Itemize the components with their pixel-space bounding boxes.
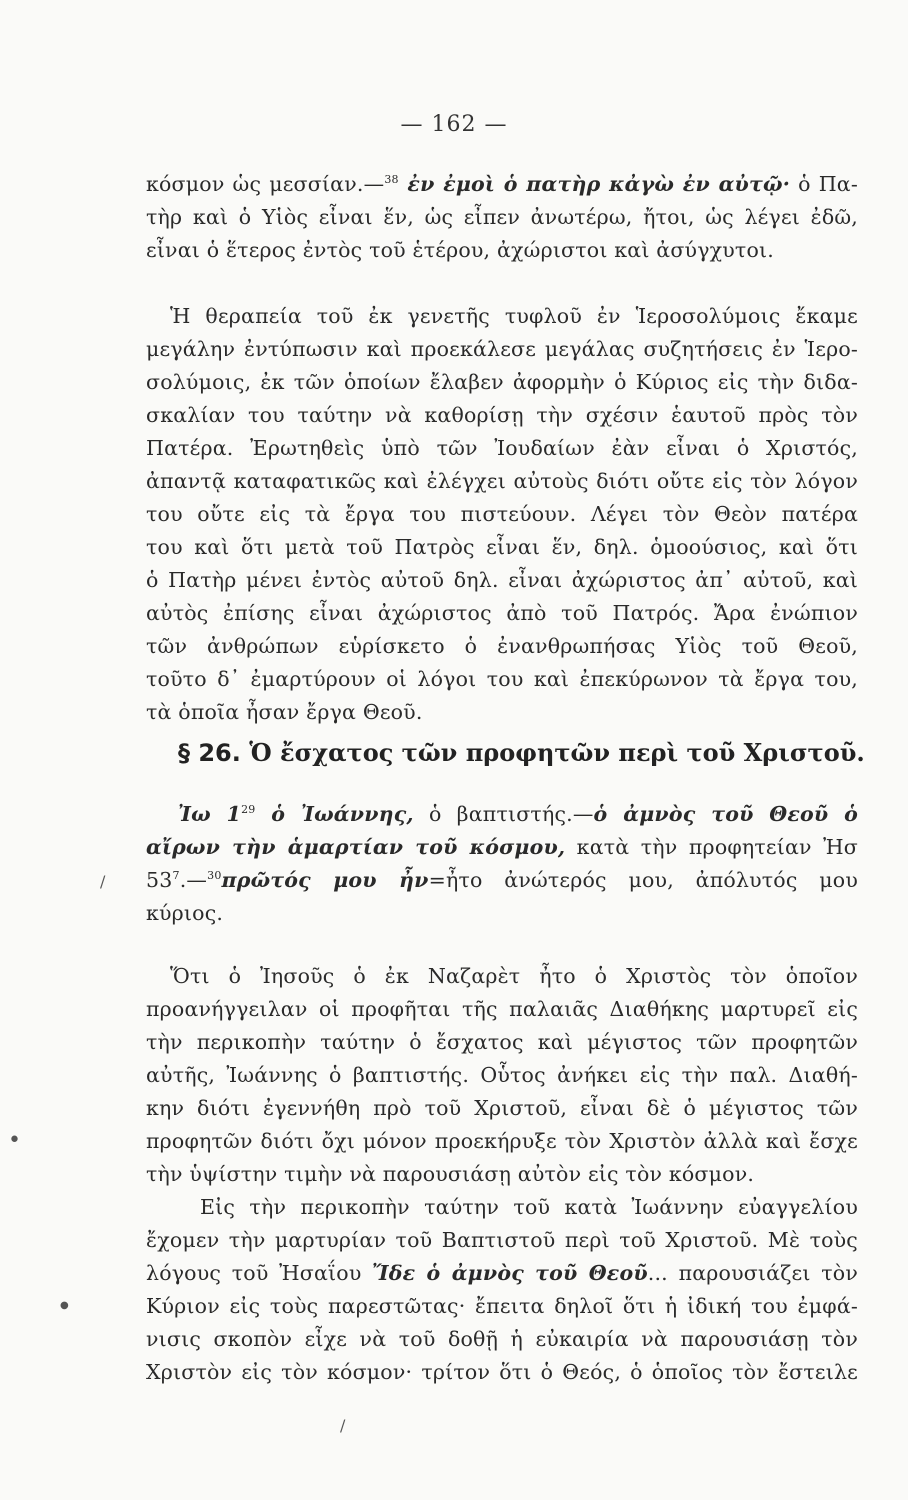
text-span: κατὰ τὴν προφητείαν Ἠσ xyxy=(565,835,858,859)
margin-mark: / xyxy=(100,872,106,891)
text-span: ὁ βαπτιστής.— xyxy=(413,802,594,826)
text-line: Χριστὸν εἰς τὸν κόσμον· τρίτον ὅτι ὁ Θεός, ὁ ὁποῖος τὸν ἔστειλε xyxy=(146,1360,858,1384)
bold-quote: Ἴδε ὁ ἀμνὸς τοῦ Θεοῦ xyxy=(372,1261,648,1285)
text-line: τὴν περικοπὴν ταύτην ὁ ἔσχατος καὶ μέγιστος τῶν προφητῶν xyxy=(146,1030,858,1054)
text-line: ἔχομεν τὴν μαρτυρίαν τοῦ Βαπτιστοῦ περὶ τοῦ Χριστοῦ. Μὲ τοὺς xyxy=(146,1228,858,1252)
text-line: προφητῶν διότι ὄχι μόνον προεκήρυξε τὸν Χριστὸν ἀλλὰ καὶ ἔσχε xyxy=(146,1129,858,1153)
text-line: Εἰς τὴν περικοπὴν ταύτην τοῦ κατὰ Ἰωάννην εὐαγγελίου xyxy=(200,1195,858,1219)
text-line xyxy=(146,866,858,894)
text-line: σκαλίαν του ταύτην νὰ καθορίσῃ τὴν σχέσιν ἑαυτοῦ πρὸς τὸν xyxy=(146,403,858,427)
text-span: κόσμον ὡς μεσσίαν.— xyxy=(146,172,385,196)
text-line xyxy=(146,833,858,861)
text-line xyxy=(146,170,858,198)
text-line: σολύμοις, ἐκ τῶν ὁποίων ἔλαβεν ἀφορμὴν ὁ Κύριος εἰς τὴν διδα- xyxy=(146,370,858,394)
text-line: αὐτῆς, Ἰωάννης ὁ βαπτιστής. Οὗτος ἀνήκει εἰς τὴν παλ. Διαθή- xyxy=(146,1063,858,1087)
text-line: εἶναι ὁ ἕτερος ἐντὸς τοῦ ἑτέρου, ἀχώριστοι καὶ ἀσύγχυτοι. xyxy=(146,238,774,262)
text-line: μεγάλην ἐντύπωσιν καὶ προεκάλεσε μεγάλας συζητήσεις ἐν Ἱερο- xyxy=(146,337,858,361)
margin-mark: / xyxy=(340,1416,346,1435)
verse-number: 38 xyxy=(384,173,399,187)
text-line: Ἡ θεραπεία τοῦ ἐκ γενετῆς τυφλοῦ ἐν Ἱεροσολύμοις ἔκαμε xyxy=(170,304,858,328)
page-number: — 162 — xyxy=(400,112,508,137)
bold-quote: αἴρων τὴν ἁμαρτίαν τοῦ κόσμου, xyxy=(146,835,566,859)
text-line: τοῦτο δ᾽ ἐμαρτύρουν οἱ λόγοι του καὶ ἐπεκύρωνον τὰ ἔργα του, xyxy=(146,667,858,691)
margin-mark: ● xyxy=(60,1300,69,1311)
text-line: τὴν ὑψίστην τιμὴν νὰ παρουσιάσῃ αὐτὸν εἰς τὸν κόσμον. xyxy=(146,1162,755,1186)
text-span: λόγους τοῦ Ἠσαΐου xyxy=(146,1261,373,1285)
margin-mark: • xyxy=(8,1128,21,1153)
text-line: Κύριον εἰς τοὺς παρεστῶτας· ἔπειτα δηλοῖ ὅτι ἡ ἰδική του ἐμφά- xyxy=(146,1294,858,1318)
text-line: τὴρ καὶ ὁ Υἱὸς εἶναι ἕν, ὡς εἶπεν ἀνωτέρω, ἤτοι, ὡς λέγει ἐδῶ, xyxy=(146,205,858,229)
text-line: αὐτὸς ἐπίσης εἶναι ἀχώριστος ἀπὸ τοῦ Πατρός. Ἄρα ἐνώπιον xyxy=(146,601,858,625)
text-span: 53 xyxy=(146,868,173,892)
text-line: Πατέρα. Ἐρωτηθεὶς ὑπὸ τῶν Ἰουδαίων ἐὰν εἶναι ὁ Χριστός, xyxy=(146,436,858,460)
section-title: Ὁ ἔσχατος τῶν προφητῶν περὶ τοῦ Χριστοῦ. xyxy=(249,738,865,767)
text-line: ὁ Πατὴρ μένει ἐντὸς αὐτοῦ δηλ. εἶναι ἀχώριστος ἀπ᾽ αὐτοῦ, καὶ xyxy=(146,568,858,592)
bold-quote: ὁ ἀμνὸς τοῦ Θεοῦ ὁ xyxy=(593,802,858,826)
bold-quote: πρῶτός μου ἦν xyxy=(221,868,429,892)
text-line: του καὶ ὅτι μετὰ τοῦ Πατρὸς εἶναι ἕν, δηλ. ὁμοούσιος, καὶ ὅτι xyxy=(146,535,858,559)
verse-number: 7 xyxy=(172,869,180,883)
bold-quote: ὁ Ἰωάννης, xyxy=(255,802,414,826)
text-line: νισις σκοπὸν εἶχε νὰ τοῦ δοθῇ ἡ εὐκαιρία νὰ παρουσιάσῃ τὸν xyxy=(146,1327,858,1351)
bold-quote: ἐν ἐμοὶ ὁ πατὴρ κἀγὼ ἐν αὐτῷ· xyxy=(398,172,791,196)
text-line: Ὅτι ὁ Ἰησοῦς ὁ ἐκ Ναζαρὲτ ἦτο ὁ Χριστὸς τὸν ὁποῖον xyxy=(170,964,858,988)
text-span: .— xyxy=(179,868,208,892)
text-line: τὰ ὁποῖα ἦσαν ἔργα Θεοῦ. xyxy=(146,700,423,724)
verse-reference: Ἰω 1 xyxy=(178,802,242,826)
section-heading xyxy=(178,738,865,767)
text-line: κην διότι ἐγεννήθη πρὸ τοῦ Χριστοῦ, εἶναι δὲ ὁ μέγιστος τῶν xyxy=(146,1096,858,1120)
text-line: τῶν ἀνθρώπων εὑρίσκετο ὁ ἐνανθρωπήσας Υἱὸς τοῦ Θεοῦ, xyxy=(146,634,858,658)
text-line: του οὔτε εἰς τὰ ἔργα του πιστεύουν. Λέγει τὸν Θεὸν πατέρα xyxy=(146,502,858,526)
text-span: ὁ Πα- xyxy=(790,172,858,196)
text-line xyxy=(146,1259,858,1287)
text-line xyxy=(178,800,858,828)
text-line: ἀπαντᾷ καταφατικῶς καὶ ἐλέγχει αὐτοὺς διότι οὔτε εἰς τὸν λόγον xyxy=(146,469,858,493)
verse-number: 30 xyxy=(207,869,222,883)
text-line: προανήγγειλαν οἱ προφῆται τῆς παλαιᾶς Διαθήκης μαρτυρεῖ εἰς xyxy=(146,997,858,1021)
verse-number: 29 xyxy=(241,803,256,817)
text-line: κύριος. xyxy=(146,901,224,925)
text-span: ... παρουσιάζει τὸν xyxy=(647,1261,858,1285)
text-span: =ἦτο ἀνώτερός μου, ἀπόλυτός μου xyxy=(428,868,858,892)
section-number: § 26. xyxy=(178,739,241,767)
